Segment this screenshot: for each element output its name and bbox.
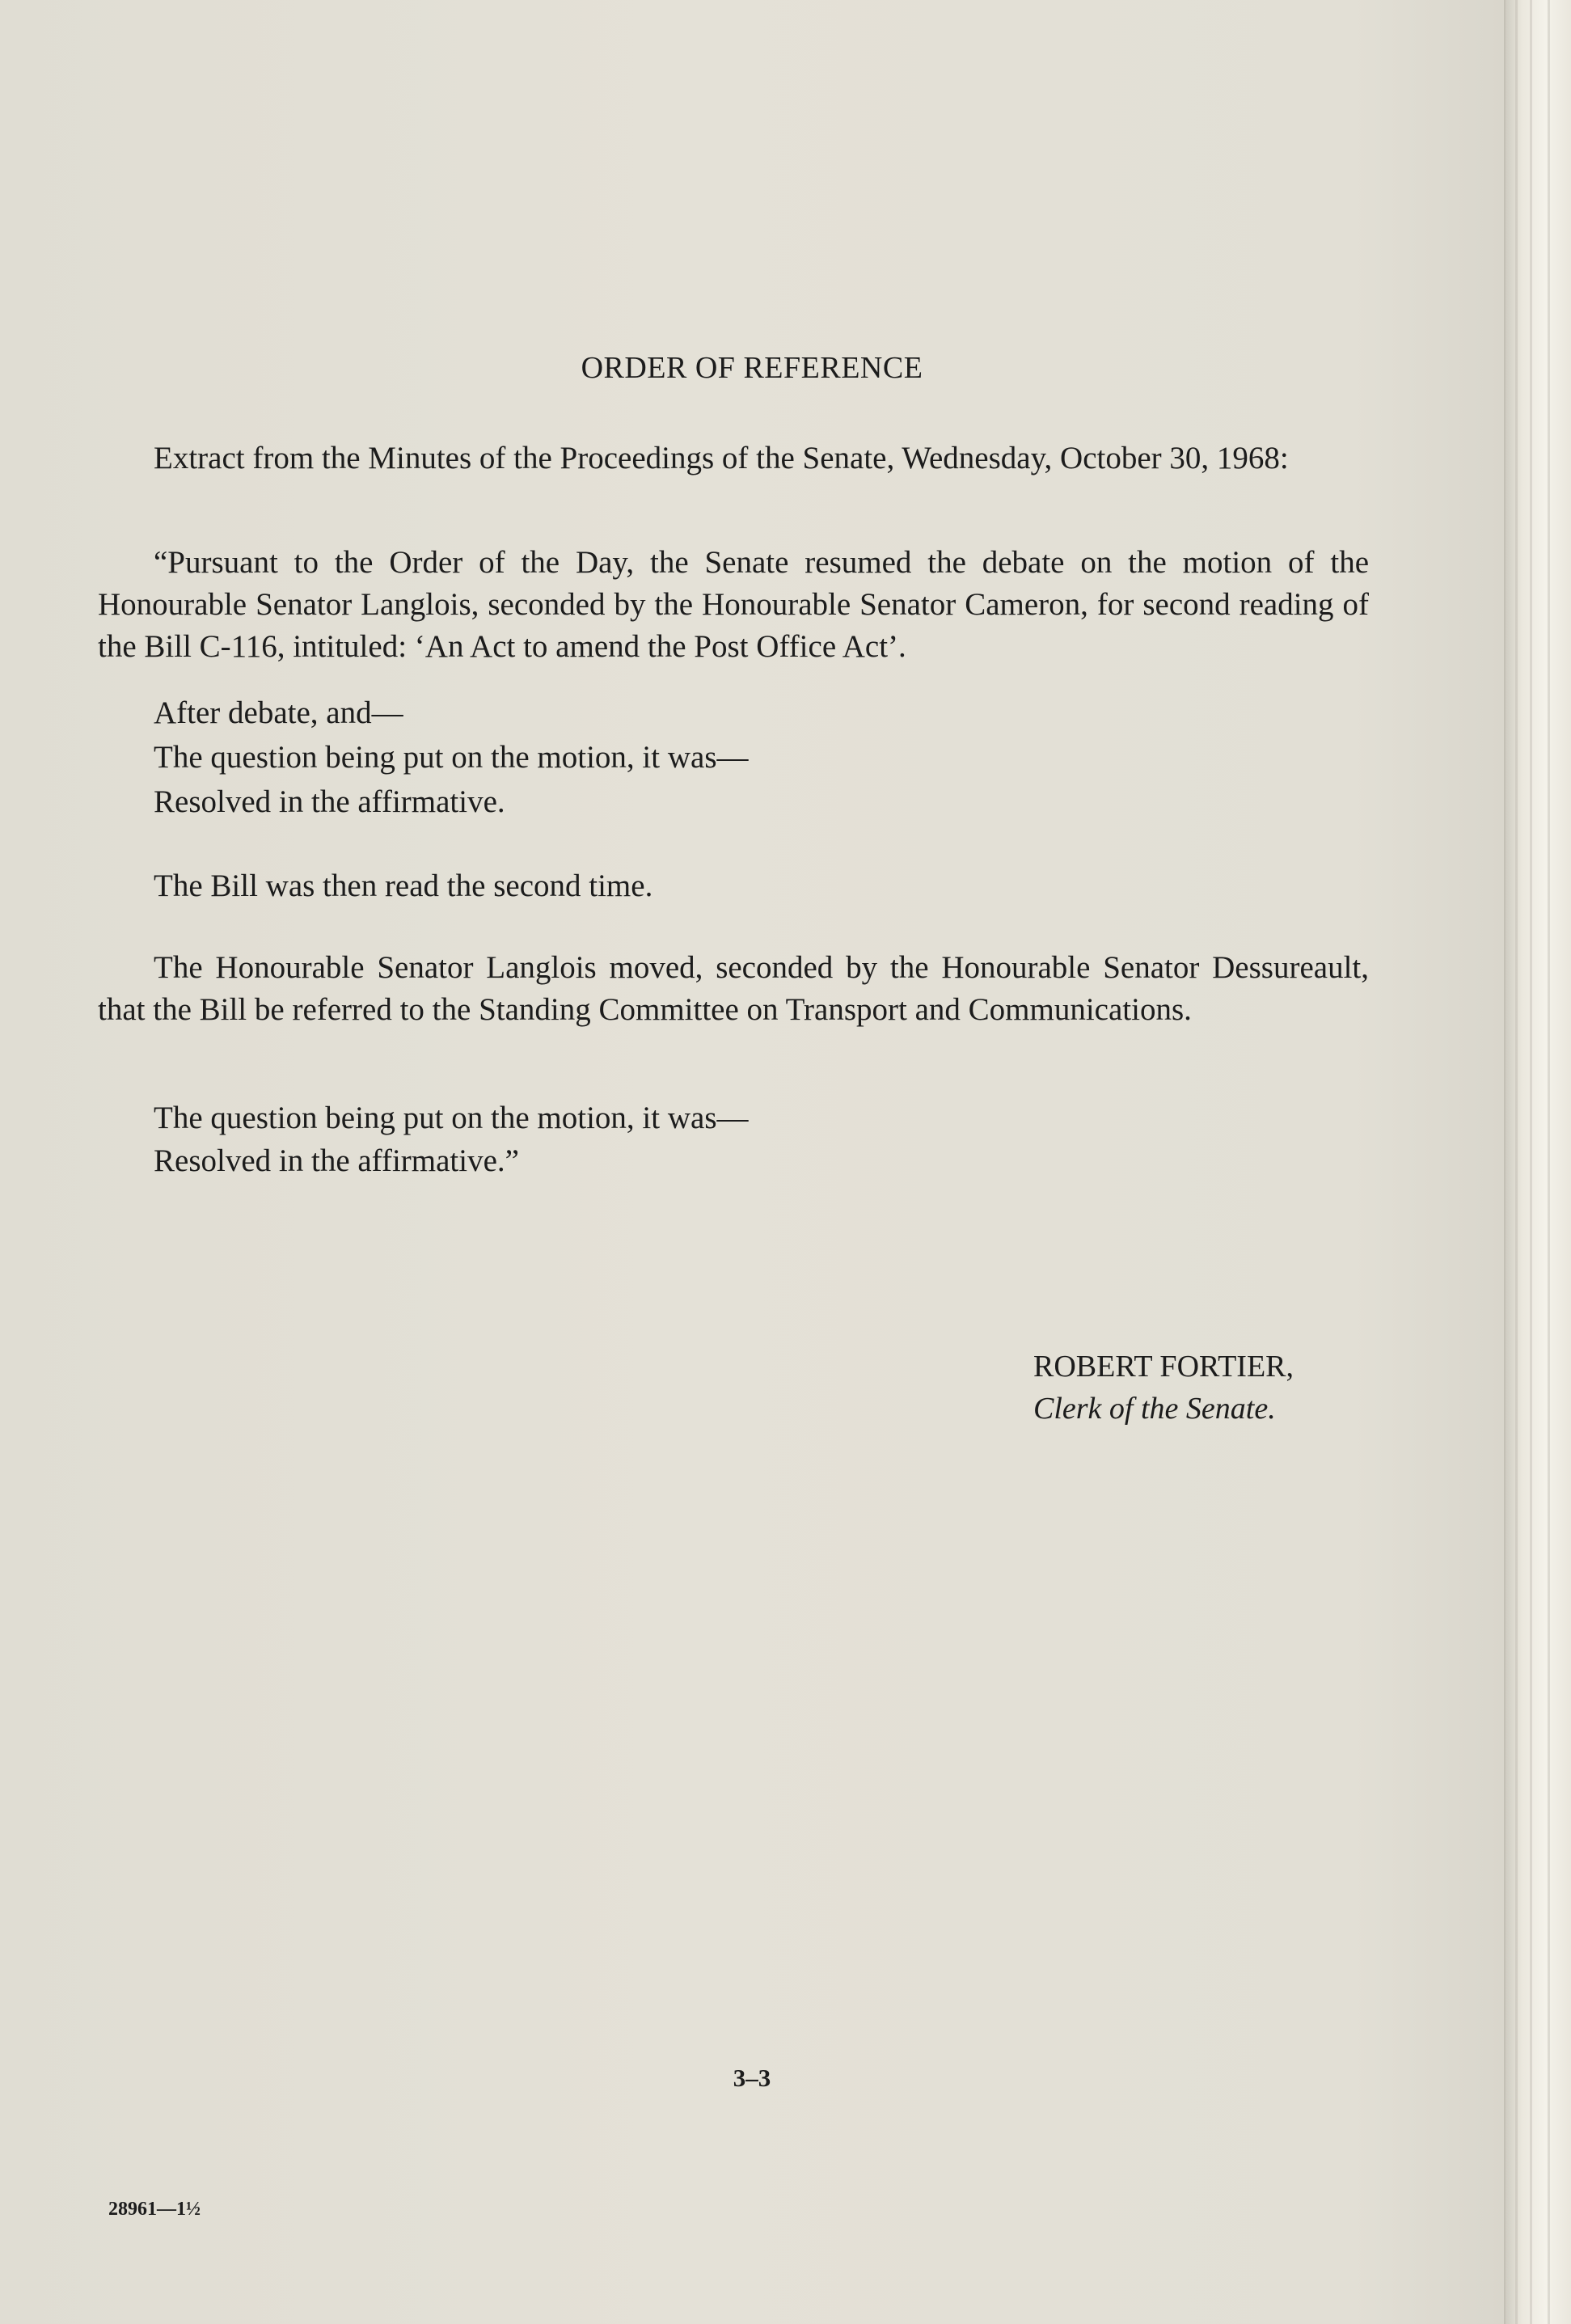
pursuant-paragraph: “Pursuant to the Order of the Day, the Senate resumed the debate on the motion of the Honourable Senator Langlois, seconded by the Honourable Senator Cameron, for second reading of the Bill C-116, intituled: ‘An Act to amend the Post Office Act’. [98,545,1369,664]
second-reading-line: The Bill was then read the second time. [154,868,653,903]
signature-block [1033,1346,1294,1430]
page-heading: ORDER OF REFERENCE [581,351,923,385]
signature-name: ROBERT FORTIER, [1033,1350,1294,1384]
page-edge-line [1515,0,1518,2324]
print-code: 28961—1½ [108,2199,201,2220]
question-line-1: The question being put on the motion, it was— [154,740,749,775]
question-line-2: The question being put on the motion, it was— [154,1101,749,1135]
extract-paragraph: Extract from the Minutes of the Proceedings of the Senate, Wednesday, October 30, 1968: [154,441,1289,475]
referral-motion-paragraph: The Honourable Senator Langlois moved, seconded by the Honourable Senator Dessureault, that the Bill be referred to the Standing Committee on Transport and Communications. [98,950,1369,1027]
after-debate-line: After debate, and— [154,695,403,730]
page-edge-stack [1504,0,1571,2324]
signature-title: Clerk of the Senate. [1033,1392,1276,1426]
page-edge-line [1548,0,1550,2324]
resolved-line-1: Resolved in the affirmative. [154,784,505,819]
page-number: 3–3 [733,2064,771,2092]
resolved-line-2: Resolved in the affirmative.” [154,1143,519,1178]
page-edge-line [1530,0,1532,2324]
